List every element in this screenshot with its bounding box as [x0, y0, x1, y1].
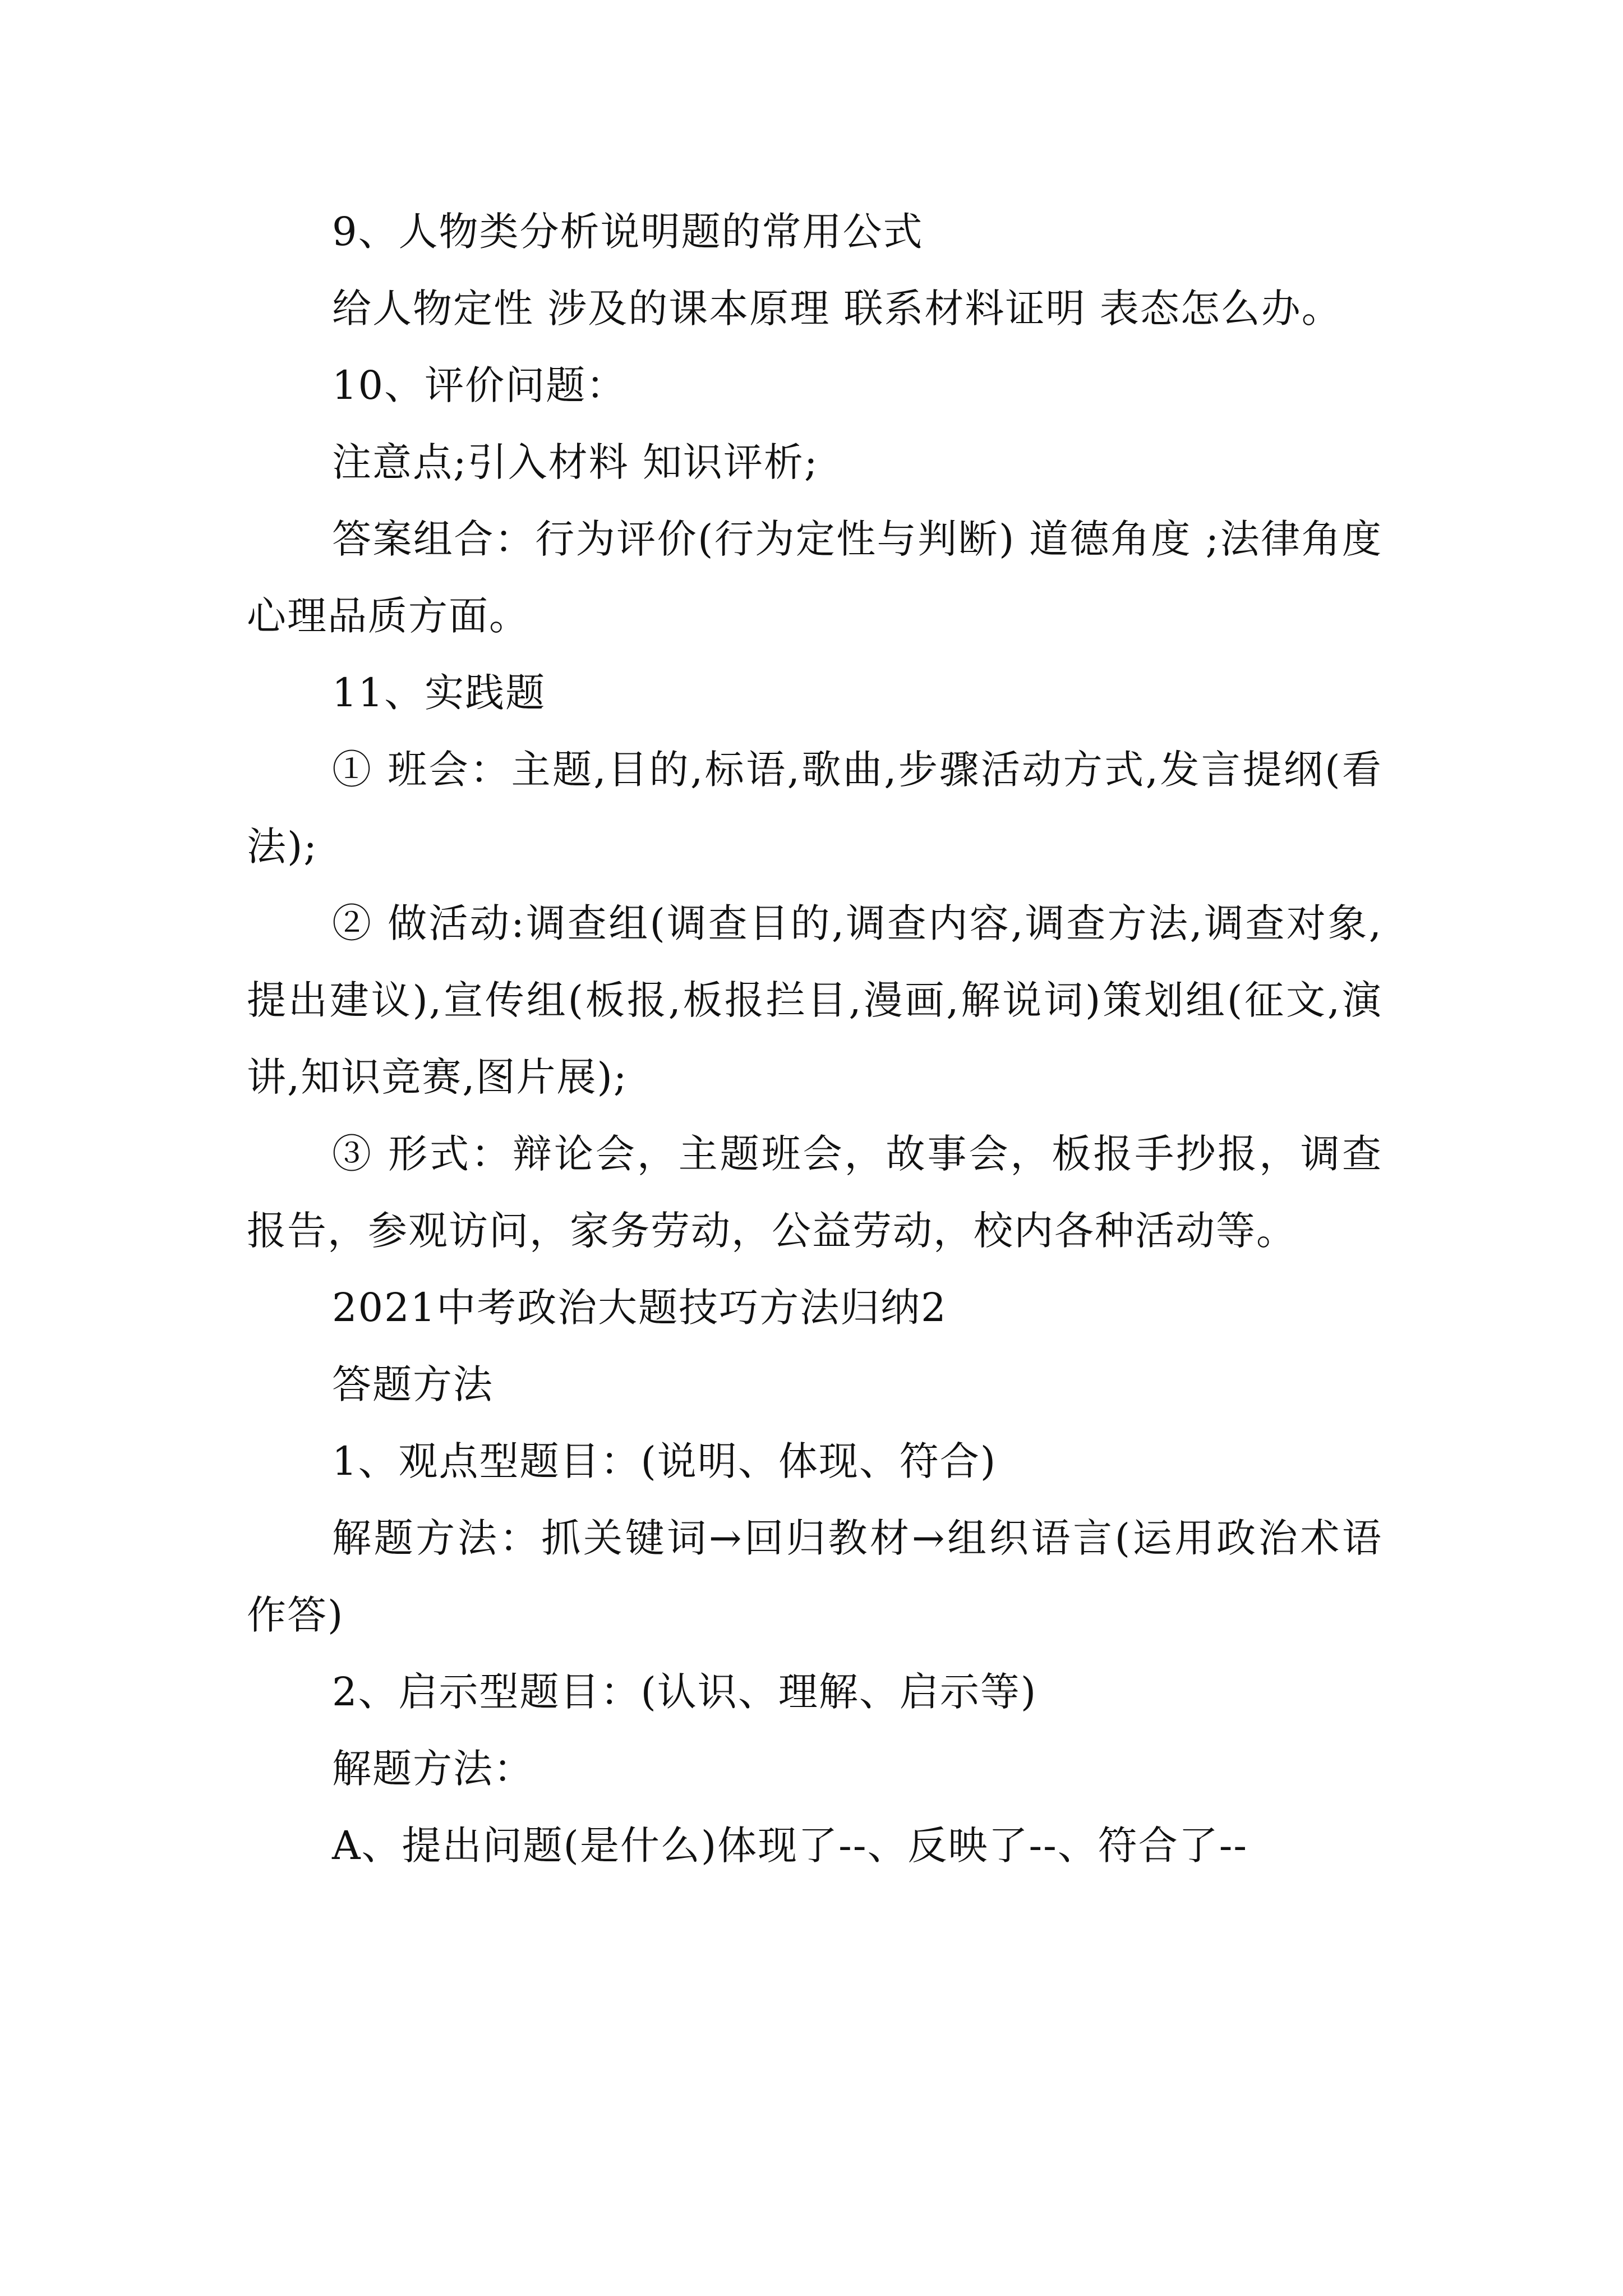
heading-answer-methods: 答题方法 [332, 1361, 494, 1407]
paragraph-item-9-answer: 给人物定性 涉及的课本原理 联系材料证明 表态怎么办。 [332, 286, 1342, 332]
heading-viewpoint-questions: 1、观点型题目：(说明、体现、符合) [332, 1438, 997, 1484]
paragraph-viewpoint-method: 解题方法：抓关键词→回归教材→组织语言(运用政治术语作答) [247, 1515, 1382, 1638]
heading-item-9: 9、人物类分析说明题的常用公式 [332, 209, 924, 255]
list-item-activities: ② 做活动:调查组(调查目的,调查内容,调查方法,调查对象,提出建议),宣传组(板报,板报拦目,漫画,解说词)策划组(征文,演讲,知识竞赛,图片展); [247, 900, 1382, 1100]
list-item-forms: ③ 形式：辩论会，主题班会，故事会，板报手抄报，调查报告，参观访问，家务劳动，公益劳动，校内各种活动等。 [247, 1131, 1382, 1254]
list-item-class-meeting: ① 班会：主题,目的,标语,歌曲,步骤活动方式,发言提纲(看法); [247, 747, 1382, 869]
paragraph-key-points: 注意点;引入材料 知识评析; [332, 439, 819, 485]
heading-item-10: 10、评价问题： [332, 362, 627, 408]
section-title-part-2: 2021中考政治大题技巧方法归纳2 [332, 1285, 947, 1331]
heading-inspiration-questions: 2、启示型题目：(认识、理解、启示等) [332, 1669, 1038, 1715]
heading-solution-method: 解题方法： [332, 1746, 534, 1792]
document-body [247, 194, 1382, 1884]
paragraph-answer-combination: 答案组合：行为评价(行为定性与判断) 道德角度 ;法律角度 心理品质方面。 [247, 516, 1382, 639]
paragraph-step-a: A、提出问题(是什么)体现了--、反映了--、符合了-- [332, 1823, 1248, 1869]
heading-item-11: 11、实践题 [332, 670, 546, 716]
